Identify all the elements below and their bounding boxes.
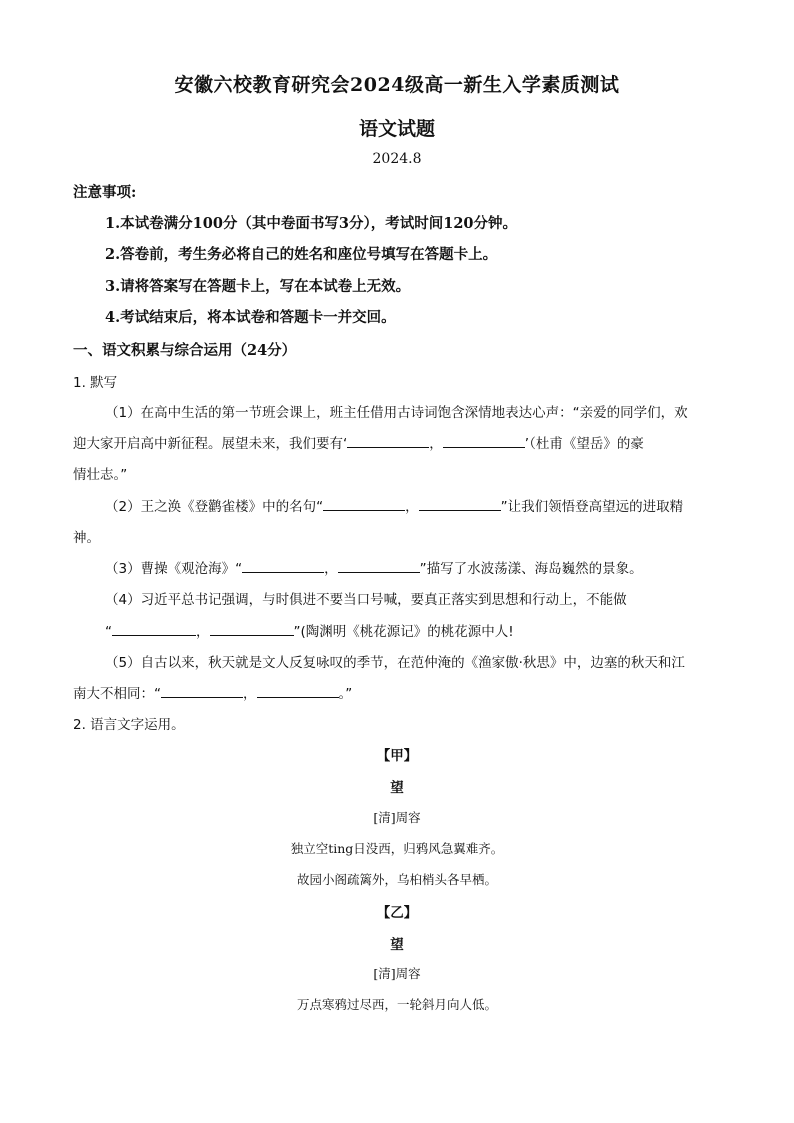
question-1-label: 1. 默写 <box>73 375 118 391</box>
answer-blank[interactable] <box>443 446 525 448</box>
answer-blank[interactable] <box>210 634 294 636</box>
notice-item: 3.请将答案写在答题卡上，写在本试卷上无效。 <box>105 278 411 295</box>
exam-date: 2024.8 <box>372 151 422 167</box>
exam-title: 安徽六校教育研究会2024级高一新生入学素质测试 <box>174 74 620 96</box>
poem-a-author: [清]周容 <box>373 810 421 825</box>
notice-heading: 注意事项: <box>73 184 137 201</box>
poem-b-author: [清]周容 <box>373 966 421 981</box>
q1-item-4-line-1: （4）习近平总书记强调，与时俱进不要当口号喊，要真正落实到思想和行动上，不能做 <box>105 592 627 608</box>
q1-item-1-line-2: 迎大家开启高中新征程。展望未来，我们要有‘ ， ’（杜甫《望岳》的豪 <box>73 436 644 452</box>
notice-item: 4.考试结束后，将本试卷和答题卡一并交回。 <box>105 309 396 326</box>
poem-b-marker: 【乙】 <box>376 905 418 921</box>
answer-blank[interactable] <box>112 634 196 636</box>
section-heading: 一、语文积累与综合运用（24分） <box>73 342 297 359</box>
answer-blank[interactable] <box>338 571 420 573</box>
q1-item-5-line-1: （5）自古以来，秋天就是文人反复咏叹的季节，在范仲淹的《渔家傲·秋思》中，边塞的秋天和江 <box>105 655 685 671</box>
q1-item-1-line-3: 情壮志。” <box>73 467 128 483</box>
poem-b-line: 万点寒鸦过尽西，一轮斜月向人低。 <box>296 997 497 1012</box>
q1-item-5-line-2: 南大不相同：“ ， 。” <box>73 686 353 702</box>
exam-subtitle: 语文试题 <box>358 118 435 140</box>
answer-blank[interactable] <box>257 696 339 698</box>
answer-blank[interactable] <box>242 571 324 573</box>
notice-item: 1.本试卷满分100分（其中卷面书写3分），考试时间120分钟。 <box>105 215 518 232</box>
notice-item: 2.答卷前，考生务必将自己的姓名和座位号填写在答题卡上。 <box>105 246 498 263</box>
q1-item-4-line-2: “ ， ”(陶渊明《桃花源记》的桃花源中人! <box>105 624 514 640</box>
answer-blank[interactable] <box>347 446 429 448</box>
poem-a-line: 故园小阁疏篱外，乌桕梢头各早栖。 <box>296 872 497 887</box>
poem-a-title: 望 <box>390 780 404 796</box>
answer-blank[interactable] <box>161 696 243 698</box>
answer-blank[interactable] <box>419 509 501 511</box>
q1-item-2-line-2: 神。 <box>73 530 100 546</box>
question-2-label: 2. 语言文字运用。 <box>73 717 185 733</box>
poem-a-marker: 【甲】 <box>376 748 418 764</box>
answer-blank[interactable] <box>323 509 405 511</box>
q1-item-3: （3）曹操《观沧海》“ ， ”描写了水波荡漾、海岛巍然的景象。 <box>105 561 643 577</box>
poem-a-line: 独立空ting日没西，归鸦风急翼难齐。 <box>290 841 504 856</box>
q1-item-1-line-1: （1）在高中生活的第一节班会课上，班主任借用古诗词饱含深情地表达心声：“亲爱的同学们，欢 <box>105 405 688 421</box>
poem-b-title: 望 <box>390 937 404 953</box>
q1-item-2-line-1: （2）王之涣《登鹳雀楼》中的名句“ ， ”让我们领悟登高望远的进取精 <box>105 499 684 515</box>
